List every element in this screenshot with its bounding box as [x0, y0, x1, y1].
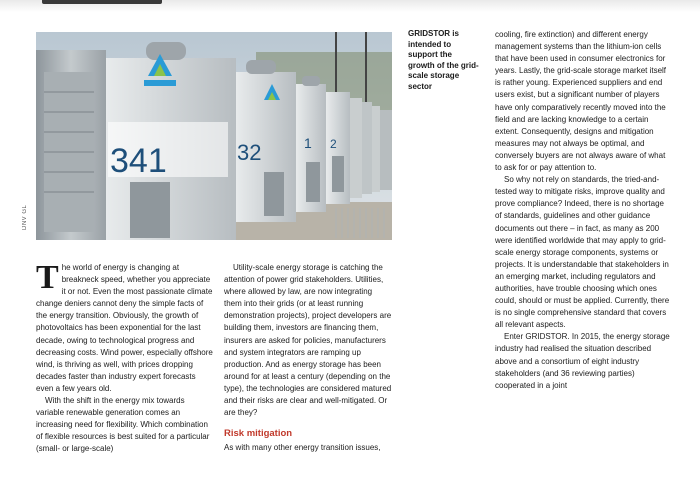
- photo-illustration: [36, 32, 392, 240]
- unit-number-341: 341: [110, 142, 167, 180]
- paragraph-utility-storage: Utility-scale energy storage is catching the attention of power grid stakeholders. Utilities, where allowed by law, are now integrating them into their grids (or at least running demonstration projects), project developers are building them, investors are financing them, insurers are asked for policies, manufacturers and system integrators are ramping up production. And as energy storage has been around for at least a century (depending on the type), the technologies are considered matured and their risks are clear and well-mitigated. Or are they?: [224, 263, 392, 418]
- paragraph-flexibility: With the shift in the energy mix towards variable renewable generation comes an increasing need for flexibility. Which combination of flexible resources is best suited for a particular (small- or large-scale): [36, 396, 210, 454]
- unit-number-32: 32: [237, 140, 262, 165]
- article-column-right: [495, 29, 670, 392]
- paragraph-risk-mitigation: As with many other energy transition issues,: [224, 443, 381, 453]
- top-header-strip: [0, 0, 700, 12]
- unit-number-2: 2: [330, 137, 337, 151]
- header-remnant: [42, 0, 162, 4]
- paragraph-standards: So why not rely on standards, the tried-and-tested way to mitigate risks, improve quality and prove compliance? Indeed, there is no shortage of standards, guidelines and other guidance documents out there – in fact, as many as 200 were identified worldwide that may apply to grid-scale energy storage components, systems or projects. It is understandable that stakeholders in an emerging market, including regulators and authorities, have trouble choosing which ones could, should or must be applied. Currently, there is no single comprehensive standard that covers all relevant aspects.: [495, 175, 670, 330]
- article-column-middle: [224, 262, 392, 454]
- unit-number-1: 1: [304, 135, 312, 151]
- battery-storage-photo: [36, 32, 392, 240]
- photo-caption: GRIDSTOR is intended to support the growth of the grid-scale storage sector: [408, 29, 479, 91]
- paragraph-cooling: cooling, fire extinction) and different energy management systems than the lithium-ion cells that have been used in consumer electronics for years. Lastly, the grid-scale storage market itself is rather young. Experienced suppliers and end users exist, but a significant number of players have only comparatively recently moved into the field and are lacking knowledge to a certain extent. Consequently, designs and mitigation measures may not always be optimal, and conversely buyers are not always aware of what to ask for or pay attention to.: [495, 30, 667, 173]
- paragraph-gridstor: Enter GRIDSTOR. In 2015, the energy storage industry had realised the situation described above and a consortium of eight industry stakeholders (and 36 reviewing parties) cooperated in a joint: [495, 332, 670, 390]
- article-column-left: [36, 259, 213, 456]
- photo-credit: DNV GL: [22, 204, 28, 230]
- intro-paragraph: [36, 259, 213, 395]
- dropcap-letter: T: [36, 259, 59, 296]
- section-heading-risk-mitigation: Risk mitigation: [224, 428, 293, 440]
- intro-text: he world of energy is changing at breakneck speed, whether you appreciate it or not. Even the most passionate climate change deniers cannot deny the simple facts of the energy transition. Obviously, the growth of photovoltaics has been exponential for the last decade, owing to technological progress and decreasing costs. Wind power, especially offshore wind, is thriving as well, with prices dropping decades faster than industry expert forecasts even a few years old.: [36, 263, 213, 393]
